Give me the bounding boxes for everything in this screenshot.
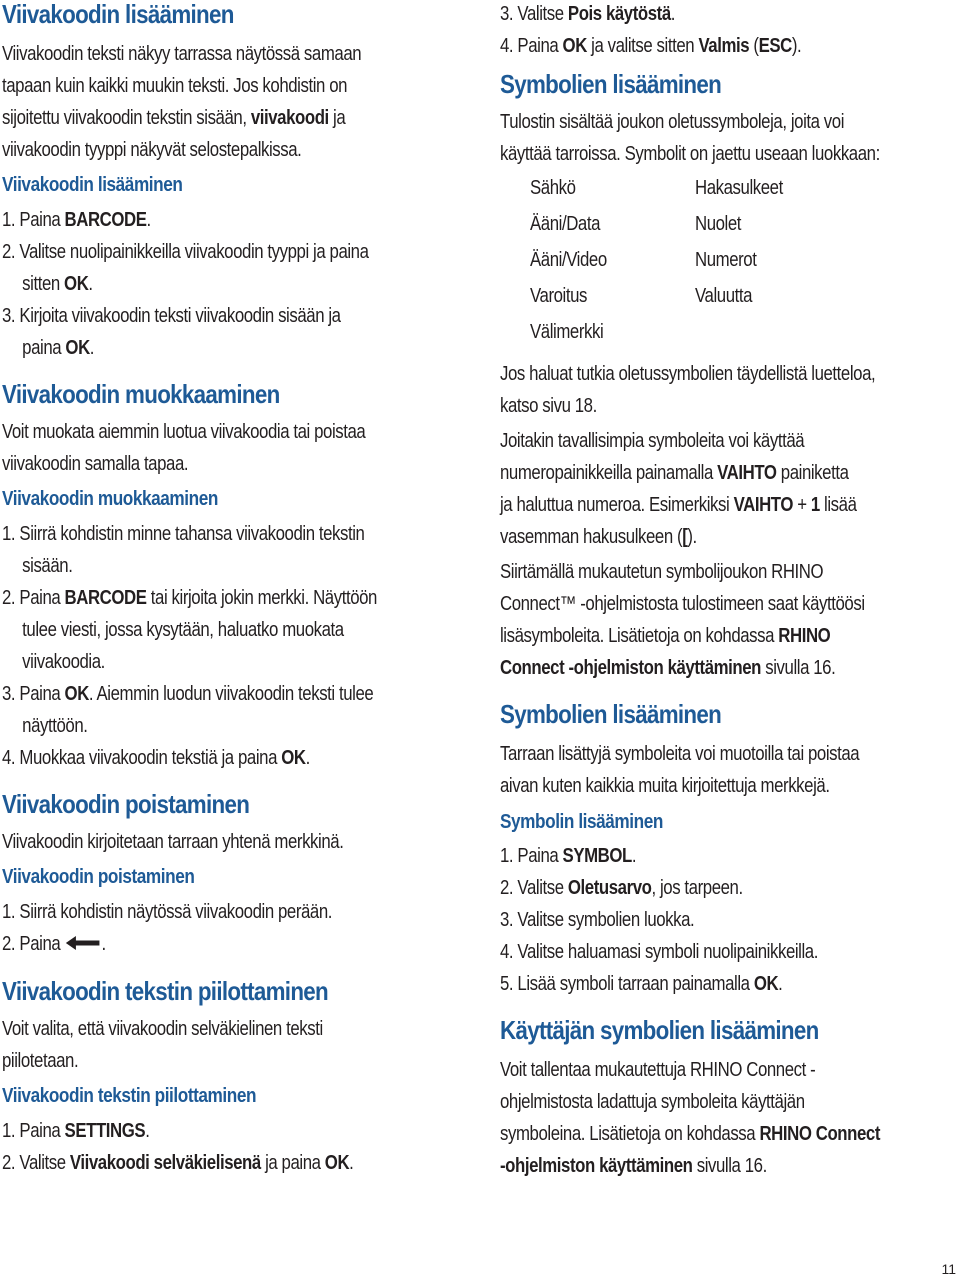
section-heading: Symbolien lisääminen <box>500 699 722 729</box>
paragraph-line: ohjelmistosta ladattuja symboleita käyttäjän <box>500 1091 805 1113</box>
paragraph-line: -ohjelmiston käyttäminen sivulla 16. <box>500 1155 767 1177</box>
section-heading: Symbolien lisääminen <box>500 69 722 99</box>
paragraph-line: numeropainikkeilla painamalla VAIHTO painiketta <box>500 462 849 484</box>
section-heading: Viivakoodin muokkaaminen <box>2 379 280 409</box>
paragraph-line: ja haluttua numeroa. Esimerkiksi VAIHTO + 1 lisää <box>500 494 857 516</box>
step-line: 1. Paina SYMBOL. <box>500 845 637 867</box>
paragraph-line: Siirtämällä mukautetun symbolijoukon RHINO <box>500 561 824 583</box>
step-line: viivakoodia. <box>22 651 105 673</box>
step-line: 2. Valitse Oletusarvo, jos tarpeen. <box>500 877 743 899</box>
step-line: 3. Paina OK. Aiemmin luodun viivakoodin teksti tulee <box>2 683 374 705</box>
step-line: 2. Paina . <box>2 928 397 961</box>
symbol-category: Hakasulkeet <box>695 177 783 199</box>
paragraph-line: käyttää tarroissa. Symbolit on jaettu useaan luokkaan: <box>500 143 880 165</box>
paragraph-line: Voit muokata aiemmin luotua viivakoodia tai poistaa <box>2 421 366 443</box>
step-line: 2. Valitse nuolipainikkeilla viivakoodin tyyppi ja paina <box>2 241 369 263</box>
section-heading: Viivakoodin lisääminen <box>2 0 234 29</box>
step-line: 3. Kirjoita viivakoodin teksti viivakoodin sisään ja <box>2 305 341 327</box>
step-line: 1. Siirrä kohdistin minne tahansa viivakoodin tekstin <box>2 523 365 545</box>
paragraph-line: symboleina. Lisätietoja on kohdassa RHINO Connect <box>500 1123 880 1145</box>
paragraph-line: Joitakin tavallisimpia symboleita voi käyttää <box>500 430 805 452</box>
paragraph-line: piilotetaan. <box>2 1049 79 1072</box>
symbol-category: Nuolet <box>695 213 742 235</box>
symbol-category: Numerot <box>695 249 757 271</box>
procedure-heading: Viivakoodin tekstin piilottaminen <box>2 1084 257 1107</box>
section-heading: Käyttäjän symbolien lisääminen <box>500 1015 819 1045</box>
paragraph-line: Voit valita, että viivakoodin selväkielinen teksti <box>2 1017 323 1040</box>
paragraph-line: katso sivu 18. <box>500 395 597 417</box>
paragraph-line: Tulostin sisältää joukon oletussymboleja, joita voi <box>500 111 845 133</box>
procedure-heading: Viivakoodin muokkaaminen <box>2 488 218 510</box>
section-heading: Viivakoodin tekstin piilottaminen <box>2 975 329 1006</box>
step-line: sitten OK. <box>22 273 93 295</box>
symbol-category: Ääni/Video <box>530 249 607 271</box>
step-line: 5. Lisää symboli tarraan painamalla OK. <box>500 973 783 995</box>
step-line: tulee viesti, jossa kysytään, haluatko muokata <box>22 619 344 641</box>
paragraph-line: tapaan kuin kaikki muukin teksti. Jos kohdistin on <box>2 75 348 97</box>
procedure-heading: Viivakoodin poistaminen <box>2 866 195 888</box>
paragraph-line: lisäsymboleita. Lisätietoja on kohdassa RHINO <box>500 625 831 647</box>
symbol-category: Välimerkki <box>530 321 604 343</box>
step-line: 1. Siirrä kohdistin näytössä viivakoodin perään. <box>2 901 333 923</box>
step-line: 4. Muokkaa viivakoodin tekstiä ja paina OK. <box>2 747 310 769</box>
symbol-category: Valuutta <box>695 285 753 307</box>
step-line: sisään. <box>22 555 73 577</box>
step-line: näyttöön. <box>22 715 88 737</box>
left-column <box>2 0 472 1179</box>
step-line: 3. Valitse symbolien luokka. <box>500 909 695 931</box>
step-line: 3. Valitse Pois käytöstä. <box>500 3 676 25</box>
paragraph-line: Voit tallentaa mukautettuja RHINO Connect - <box>500 1059 816 1081</box>
paragraph-line: sijoitettu viivakoodin tekstin sisään, viivakoodi ja <box>2 107 346 129</box>
paragraph-line: aivan kuten kaikkia muita kirjoitettuja merkkejä. <box>500 775 830 797</box>
paragraph-line: viivakoodin tyyppi näkyvät selostepalkissa. <box>2 139 302 161</box>
step-line: 2. Paina BARCODE tai kirjoita jokin merkki. Näyttöön <box>2 587 377 609</box>
step-line: paina OK. <box>22 337 95 359</box>
step-line: 4. Paina OK ja valitse sitten Valmis (ESC). <box>500 35 802 57</box>
paragraph-line: Viivakoodin teksti näkyy tarrassa näytössä samaan <box>2 43 362 65</box>
symbol-category: Sähkö <box>530 177 576 199</box>
paragraph-line: viivakoodin samalla tapaa. <box>2 453 189 475</box>
section-heading: Viivakoodin poistaminen <box>2 789 250 819</box>
paragraph-line: Jos haluat tutkia oletussymbolien täydellistä luetteloa, <box>500 363 876 385</box>
paragraph-line: Tarraan lisättyjä symboleita voi muotoilla tai poistaa <box>500 743 860 765</box>
right-column <box>500 0 958 1182</box>
symbol-category: Varoitus <box>530 285 588 307</box>
step-line: 2. Valitse Viivakoodi selväkielisenä ja paina OK. <box>2 1151 354 1174</box>
paragraph-line: Connect -ohjelmiston käyttäminen sivulla 16. <box>500 657 836 679</box>
step-line: 1. Paina BARCODE. <box>2 209 151 231</box>
step-line: 4. Valitse haluamasi symboli nuolipainikkeilla. <box>500 941 818 963</box>
paragraph-line: Connect™ -ohjelmistosta tulostimeen saat käyttöösi <box>500 593 865 615</box>
symbol-category-table <box>530 170 958 350</box>
backspace-arrow-icon <box>65 929 102 961</box>
page-number: 11 <box>941 1261 956 1277</box>
procedure-heading: Symbolin lisääminen <box>500 811 663 833</box>
procedure-heading: Viivakoodin lisääminen <box>2 174 183 196</box>
step-line: 1. Paina SETTINGS. <box>2 1119 150 1142</box>
paragraph-line: vasemman hakusulkeen ([). <box>500 526 697 548</box>
symbol-category: Ääni/Data <box>530 213 601 235</box>
paragraph-line: Viivakoodin kirjoitetaan tarraan yhtenä merkkinä. <box>2 831 344 853</box>
